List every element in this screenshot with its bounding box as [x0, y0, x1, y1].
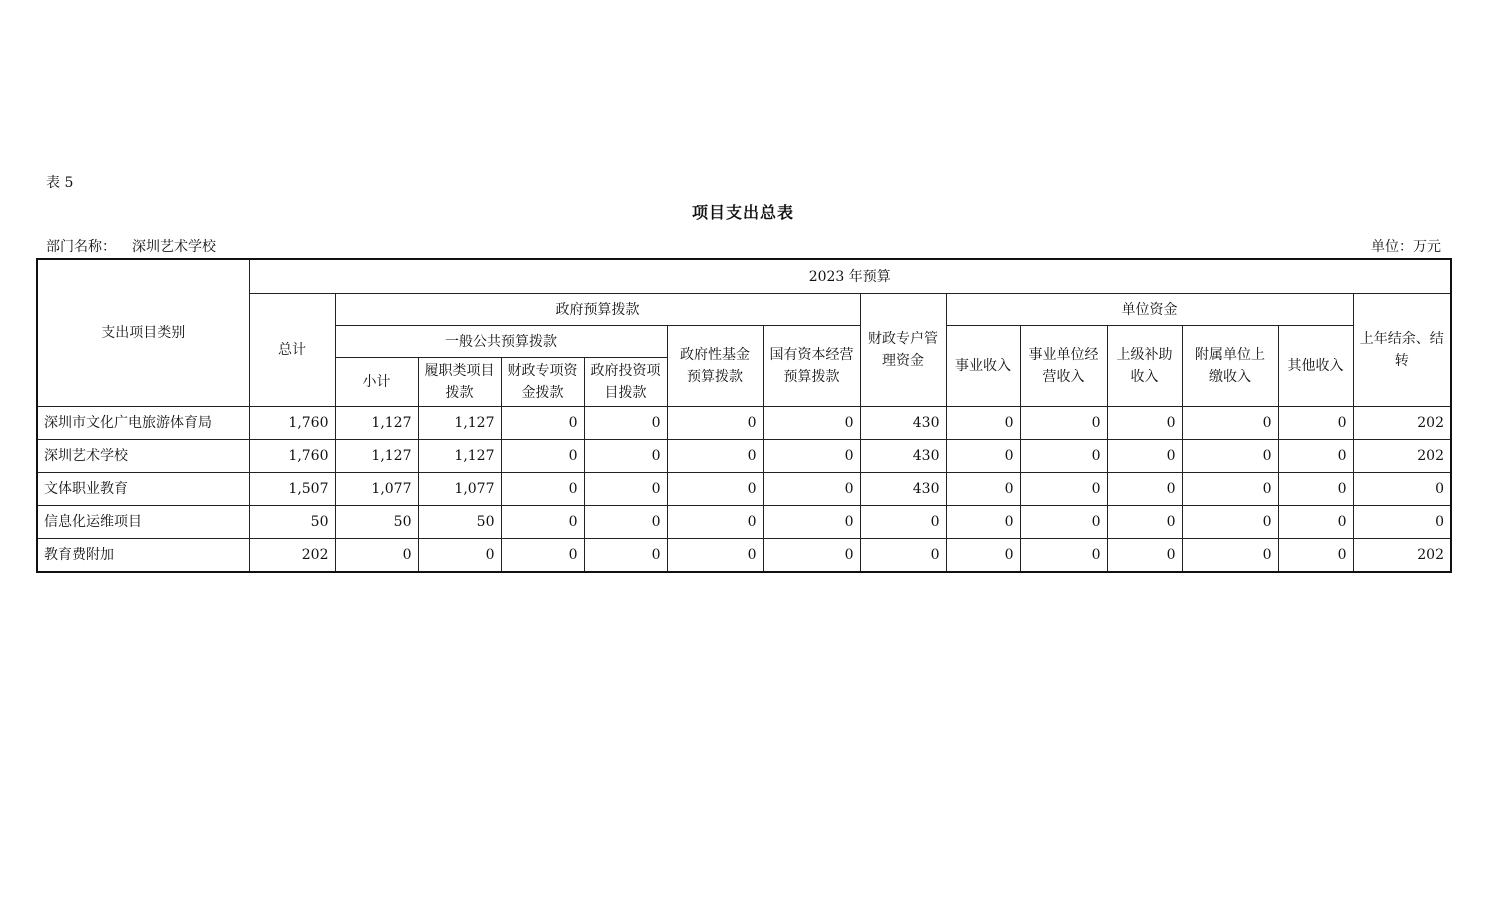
table-cell: 1,760	[249, 440, 335, 473]
header-category: 支出项目类别	[37, 259, 249, 407]
table-cell: 0	[946, 506, 1020, 539]
table-cell: 0	[1278, 440, 1353, 473]
table-cell: 0	[1107, 440, 1182, 473]
table-cell: 430	[860, 440, 946, 473]
table-cell: 0	[501, 440, 584, 473]
header-year-budget: 2023 年预算	[249, 259, 1451, 294]
table-cell: 0	[763, 473, 860, 506]
table-cell: 0	[946, 407, 1020, 440]
table-cell: 0	[1020, 539, 1107, 573]
header-gov-fund: 政府性基金预算拨款	[667, 326, 763, 407]
table-cell: 0	[667, 473, 763, 506]
header-state-capital: 国有资本经营预算拨款	[763, 326, 860, 407]
table-cell: 0	[763, 440, 860, 473]
row-category-name: 文体职业教育	[37, 473, 249, 506]
table-cell: 0	[1107, 407, 1182, 440]
page-title: 项目支出总表	[691, 203, 794, 222]
table-cell: 0	[667, 440, 763, 473]
row-category-name: 深圳市文化广电旅游体育局	[37, 407, 249, 440]
table-number: 表 5	[46, 175, 74, 191]
table-cell: 1,127	[335, 407, 418, 440]
table-cell: 0	[1020, 407, 1107, 440]
header-gov-invest: 政府投资项目拨款	[584, 358, 667, 407]
header-special-account: 财政专户管理资金	[860, 294, 946, 407]
table-cell: 0	[584, 539, 667, 573]
table-cell: 1,077	[418, 473, 501, 506]
table-cell: 1,127	[418, 407, 501, 440]
table-cell: 0	[667, 506, 763, 539]
table-cell: 430	[860, 473, 946, 506]
table-cell: 0	[1182, 539, 1278, 573]
table-cell: 50	[335, 506, 418, 539]
table-cell: 0	[1182, 506, 1278, 539]
table-cell: 0	[501, 407, 584, 440]
header-business-income: 事业收入	[946, 326, 1020, 407]
table-cell: 202	[1353, 539, 1451, 573]
table-row	[37, 506, 1451, 539]
table-cell: 0	[1353, 473, 1451, 506]
table-row	[37, 473, 1451, 506]
header-gov-appropriation: 政府预算拨款	[335, 294, 860, 326]
table-cell: 0	[1278, 506, 1353, 539]
header-affiliated-payment: 附属单位上缴收入	[1182, 326, 1278, 407]
table-cell: 0	[501, 539, 584, 573]
row-category-name: 深圳艺术学校	[37, 440, 249, 473]
table-cell: 0	[946, 440, 1020, 473]
table-cell: 0	[501, 506, 584, 539]
table-cell: 0	[1278, 407, 1353, 440]
table-cell: 1,760	[249, 407, 335, 440]
table-cell: 0	[418, 539, 501, 573]
header-unit-funds: 单位资金	[946, 294, 1353, 326]
row-category-name: 信息化运维项目	[37, 506, 249, 539]
table-cell: 0	[584, 473, 667, 506]
table-cell: 0	[1107, 473, 1182, 506]
table-cell: 0	[1182, 440, 1278, 473]
table-cell: 0	[1278, 539, 1353, 573]
table-cell: 0	[1107, 506, 1182, 539]
table-cell: 0	[1020, 440, 1107, 473]
table-cell: 0	[946, 473, 1020, 506]
table-cell: 0	[1278, 473, 1353, 506]
table-cell: 1,127	[335, 440, 418, 473]
table-cell: 202	[1353, 407, 1451, 440]
table-cell: 1,507	[249, 473, 335, 506]
table-cell: 0	[1353, 506, 1451, 539]
table-cell: 50	[418, 506, 501, 539]
header-other-income: 其他收入	[1278, 326, 1353, 407]
table-cell: 0	[584, 440, 667, 473]
table-cell: 0	[763, 539, 860, 573]
table-cell: 0	[763, 407, 860, 440]
department-line	[46, 236, 216, 256]
table-cell: 0	[1182, 407, 1278, 440]
header-total: 总计	[249, 294, 335, 407]
header-general-public: 一般公共预算拨款	[335, 326, 667, 358]
table-cell: 0	[584, 506, 667, 539]
table-cell: 0	[946, 539, 1020, 573]
table-row	[37, 407, 1451, 440]
table-cell: 0	[763, 506, 860, 539]
table-body	[37, 407, 1451, 573]
table-row	[37, 539, 1451, 573]
unit-label: 单位：万元	[1371, 239, 1441, 255]
table-cell: 202	[1353, 440, 1451, 473]
header-fiscal-special: 财政专项资金拨款	[501, 358, 584, 407]
row-category-name: 教育费附加	[37, 539, 249, 573]
table-cell: 0	[1182, 473, 1278, 506]
header-duty-items: 履职类项目拨款	[418, 358, 501, 407]
table-cell: 0	[1020, 506, 1107, 539]
table-cell: 0	[335, 539, 418, 573]
table-cell: 0	[667, 539, 763, 573]
table-cell: 0	[584, 407, 667, 440]
department-label: 部门名称：	[46, 239, 116, 255]
table-cell: 0	[860, 506, 946, 539]
table-row	[37, 440, 1451, 473]
table-cell: 50	[249, 506, 335, 539]
header-superior-subsidy: 上级补助收入	[1107, 326, 1182, 407]
table-cell: 0	[1020, 473, 1107, 506]
project-expenditure-table	[36, 258, 1452, 573]
table-cell: 1,127	[418, 440, 501, 473]
department-name: 深圳艺术学校	[132, 239, 216, 255]
table-cell: 430	[860, 407, 946, 440]
table-cell: 1,077	[335, 473, 418, 506]
header-carryover: 上年结余、结转	[1353, 294, 1451, 407]
header-operating-income: 事业单位经营收入	[1020, 326, 1107, 407]
table-cell: 0	[501, 473, 584, 506]
table-cell: 202	[249, 539, 335, 573]
table-cell: 0	[860, 539, 946, 573]
table-cell: 0	[1107, 539, 1182, 573]
header-subtotal: 小计	[335, 358, 418, 407]
table-cell: 0	[667, 407, 763, 440]
